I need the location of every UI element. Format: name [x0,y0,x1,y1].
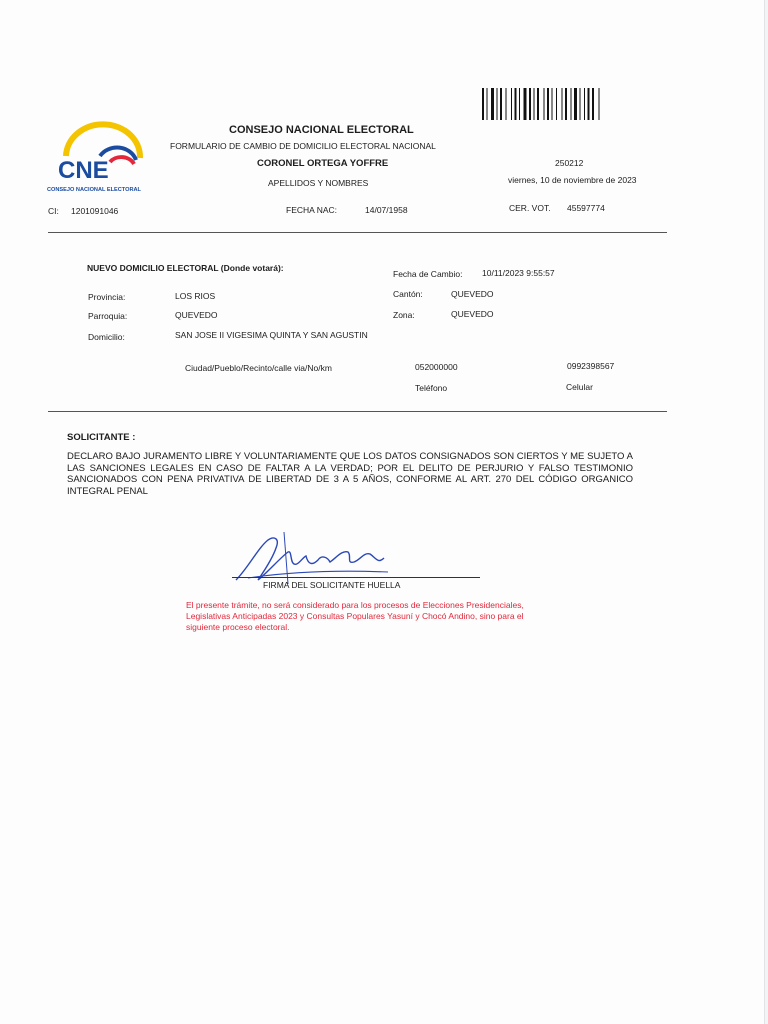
provincia-label: Provincia: [88,292,126,302]
applicant-section-title: SOLICITANTE : [67,432,136,443]
signature-caption: FIRMA DEL SOLICITANTE HUELLA [263,580,401,590]
header-divider [48,232,667,233]
celular-value: 0992398567 [567,361,615,371]
form-code: 250212 [555,158,584,168]
provincia-value: LOS RIOS [175,291,216,301]
parroquia-label: Parroquia: [88,311,128,321]
domicilio-value: SAN JOSE II VIGESIMA QUINTA Y SAN AGUSTIN [175,330,368,340]
address-caption: Ciudad/Pueblo/Recinto/calle via/No/km [185,363,332,373]
institution-title: CONSEJO NACIONAL ELECTORAL [229,124,414,136]
issue-date: viernes, 10 de noviembre de 2023 [508,175,637,185]
cne-logo [44,120,164,198]
form-title: FORMULARIO DE CAMBIO DE DOMICILIO ELECTORAL NACIONAL [170,141,436,151]
birth-label: FECHA NAC: [286,205,338,215]
signature-line [232,577,480,578]
logo-caption: CONSEJO NACIONAL ELECTORAL [47,187,141,193]
red-notice: El presente trámite, no será considerado para los procesos de Elecciones Presidenciales, Legislativas Anticipadas 2023 y Consultas Populares Yasuní y Chocó Andino, sino para el siguiente proceso electoral. [186,600,524,632]
change-date-label: Fecha de Cambio: [393,269,463,279]
change-date-value: 10/11/2023 9:55:57 [482,268,555,278]
name-caption: APELLIDOS Y NOMBRES [268,178,369,188]
zona-value: QUEVEDO [451,309,494,319]
cert-value: 45597774 [567,203,605,213]
barcode [482,88,660,120]
cert-label: CER. VOT. [509,203,551,213]
canton-label: Cantón: [393,289,423,299]
ci-label: CI: [48,206,59,216]
zona-label: Zona: [393,310,415,320]
celular-label: Celular [566,382,593,392]
birth-value: 14/07/1958 [365,205,408,215]
telefono-value: 052000000 [415,362,458,372]
canton-value: QUEVEDO [451,289,494,299]
handwritten-signature [228,528,401,590]
parroquia-value: QUEVEDO [175,310,218,320]
sworn-declaration: DECLARO BAJO JURAMENTO LIBRE Y VOLUNTARIAMENTE QUE LOS DATOS CONSIGNADOS SON CIERTOS Y ME SUJETO A LAS SANCIONES LEGALES EN CASO DE FALTAR A LA VERDAD; POR EL DELITO DE PERJURIO Y FALSO TESTIMONIO SANCIONADOS CON PENA PRIVATIVA DE LIBERTAD DE 3 A 5 AÑOS, CONFORME AL ART. 270 DEL CÓDIGO ORGANICO INTEGRAL PENAL [67,451,633,497]
domicile-divider [48,411,667,412]
domicile-section-title: NUEVO DOMICILIO ELECTORAL (Donde votará): [87,263,284,273]
telefono-label: Teléfono [415,383,448,393]
logo-wordmark: CNE [58,157,109,184]
domicilio-label: Domicilio: [88,332,125,342]
person-name: CORONEL ORTEGA YOFFRE [257,158,389,169]
ci-value: 1201091046 [71,206,119,216]
